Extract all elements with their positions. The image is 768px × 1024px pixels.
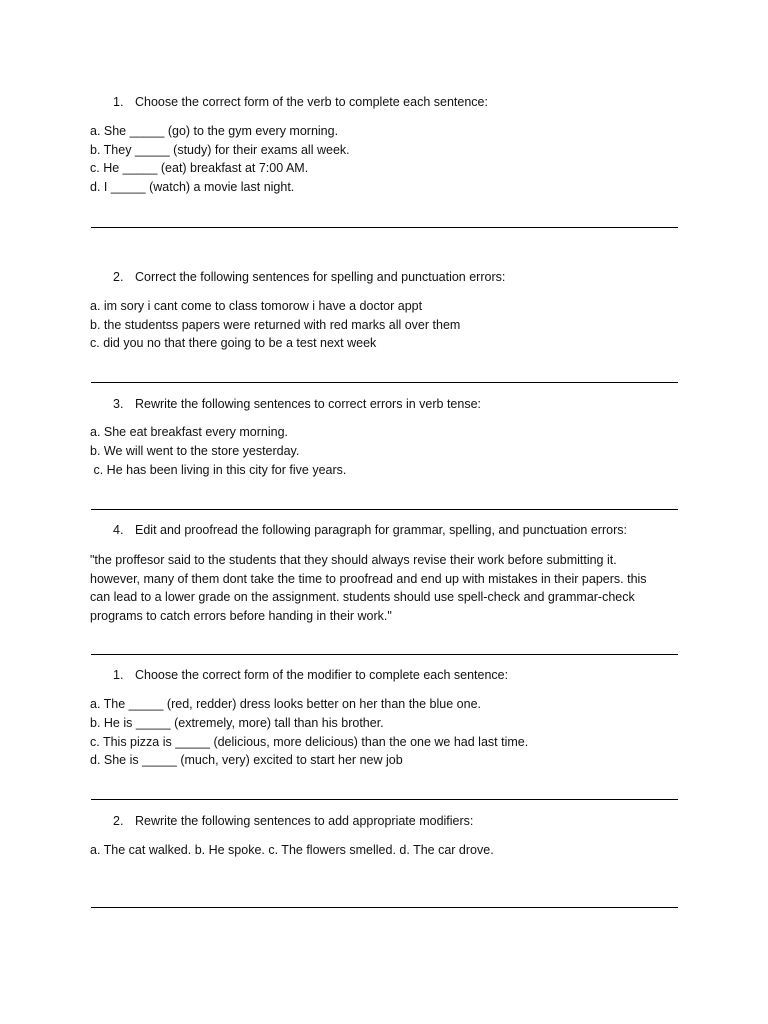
answer-line-5 — [91, 799, 678, 800]
paragraph-line-3: can lead to a lower grade on the assignment. students should use spell-check and grammar-check — [90, 590, 635, 605]
section-3-number: 3. — [113, 397, 124, 411]
section-1-item-c: c. He _____ (eat) breakfast at 7:00 AM. — [90, 161, 309, 175]
paragraph-line-4: programs to catch errors before handing in their work." — [90, 608, 392, 623]
section-6-title: Rewrite the following sentences to add appropriate modifiers: — [135, 814, 474, 828]
section-4-heading — [113, 522, 627, 538]
answer-line-2 — [91, 382, 678, 383]
section-5-item-d: d. She is _____ (much, very) excited to start her new job — [90, 753, 403, 767]
answer-line-6 — [91, 907, 678, 908]
section-3-item-b: b. We will went to the store yesterday. — [90, 444, 300, 458]
section-4-number: 4. — [113, 523, 124, 537]
section-1-number: 1. — [113, 95, 124, 109]
section-5-number: 1. — [113, 668, 124, 682]
answer-line-3 — [91, 509, 678, 510]
section-1-heading — [113, 94, 488, 110]
section-1-item-d: d. I _____ (watch) a movie last night. — [90, 180, 295, 194]
answer-line-4 — [91, 654, 678, 655]
section-4-title: Edit and proofread the following paragraph for grammar, spelling, and punctuation errors: — [135, 523, 627, 537]
section-5-title: Choose the correct form of the modifier to complete each sentence: — [135, 668, 509, 682]
paragraph-line-1: "the proffesor said to the students that they should always revise their work before submitting it. — [90, 553, 617, 567]
section-5-heading — [113, 667, 508, 683]
section-4-paragraph — [90, 551, 680, 625]
paragraph-line-2: however, many of them dont take the time to proofread and end up with mistakes in their papers. this — [90, 571, 647, 586]
section-2-number: 2. — [113, 270, 124, 284]
section-5-item-b: b. He is _____ (extremely, more) tall than his brother. — [90, 716, 384, 730]
section-1-item-b: b. They _____ (study) for their exams all week. — [90, 143, 350, 157]
section-6-heading — [113, 813, 473, 829]
section-2-item-a: a. im sory i cant come to class tomorow i have a doctor appt — [90, 299, 423, 313]
section-2-title: Correct the following sentences for spelling and punctuation errors: — [135, 270, 506, 284]
section-1-item-a: a. She _____ (go) to the gym every morning. — [90, 124, 339, 138]
section-5-item-a: a. The _____ (red, redder) dress looks better on her than the blue one. — [90, 697, 481, 711]
section-2-heading — [113, 269, 505, 285]
section-5-item-c: c. This pizza is _____ (delicious, more delicious) than the one we had last time. — [90, 735, 529, 749]
section-1-title: Choose the correct form of the verb to complete each sentence: — [135, 95, 488, 109]
section-3-title: Rewrite the following sentences to correct errors in verb tense: — [135, 397, 481, 411]
section-6-item-a: a. The cat walked. b. He spoke. c. The flowers smelled. d. The car drove. — [90, 843, 494, 857]
section-3-heading — [113, 396, 481, 412]
section-2-item-b: b. the studentss papers were returned with red marks all over them — [90, 318, 461, 332]
answer-line-1 — [91, 227, 678, 228]
section-6-number: 2. — [113, 814, 124, 828]
section-3-item-a: a. She eat breakfast every morning. — [90, 425, 289, 439]
section-2-item-c: c. did you no that there going to be a test next week — [90, 336, 377, 350]
section-3-item-c: c. He has been living in this city for five years. — [90, 463, 347, 477]
